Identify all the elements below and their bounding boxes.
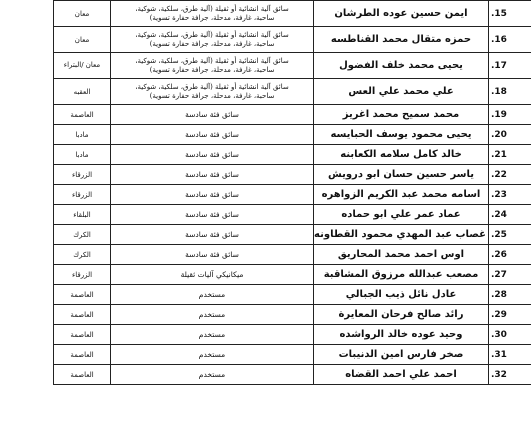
row-number: .16 <box>489 27 531 53</box>
row-number: .22 <box>489 165 531 185</box>
table-row <box>54 1 531 27</box>
governorate: العاصمة <box>54 105 111 125</box>
person-name: احمد علي احمد القضاه <box>314 365 489 385</box>
person-name: علي محمد علي العس <box>314 79 489 105</box>
row-number: .26 <box>489 245 531 265</box>
table-row <box>54 345 531 365</box>
person-name: مصعب عبدالله مرزوق المشاقبة <box>314 265 489 285</box>
governorate: مادبا <box>54 125 111 145</box>
job-title: ميكانيكي آليات ثقيلة <box>111 265 314 285</box>
governorate: العاصمة <box>54 305 111 325</box>
person-name: يحيى محمد خلف الفضول <box>314 53 489 79</box>
row-number: .23 <box>489 185 531 205</box>
row-number: .21 <box>489 145 531 165</box>
row-number: .20 <box>489 125 531 145</box>
job-title: مستخدم <box>111 325 314 345</box>
table-row <box>54 305 531 325</box>
job-title: سائق فئة سادسة <box>111 185 314 205</box>
governorate: معان /البتراء <box>54 53 111 79</box>
governorate: العاصمة <box>54 345 111 365</box>
governorate: مادبا <box>54 145 111 165</box>
governorate: الكرك <box>54 225 111 245</box>
row-number: .15 <box>489 1 531 27</box>
person-name: صخر فارس امين الدنيبات <box>314 345 489 365</box>
row-number: .17 <box>489 53 531 79</box>
person-name: ايمن حسين عوده الطرشان <box>314 1 489 27</box>
governorate: العاصمة <box>54 365 111 385</box>
governorate: الكرك <box>54 245 111 265</box>
table-row <box>54 27 531 53</box>
governorate: الزرقاء <box>54 265 111 285</box>
person-name: عماد عمر علي ابو حماده <box>314 205 489 225</box>
person-name: عادل نائل ذيب الجبالي <box>314 285 489 305</box>
row-number: .24 <box>489 205 531 225</box>
job-title: سائق فئة سادسة <box>111 205 314 225</box>
table-row <box>54 225 531 245</box>
governorate: الزرقاء <box>54 165 111 185</box>
job-title: مستخدم <box>111 285 314 305</box>
row-number: .28 <box>489 285 531 305</box>
job-title: سائق آلية انشائية أو ثقيلة (آلية طرق، سلكية، شوكية، ساحبة، غارفة، مدحلة، جرافة حفارة تسوية) <box>111 1 314 27</box>
job-title: مستخدم <box>111 365 314 385</box>
job-title: سائق آلية انشائية أو ثقيلة (آلية طرق، سلكية، شوكية، ساحبة، غارفة، مدحلة، جرافة حفارة تسوية) <box>111 79 314 105</box>
governorate: معان <box>54 27 111 53</box>
person-name: ياسر حسين حسان ابو درويش <box>314 165 489 185</box>
person-name: وحيد عوده خالد الرواشده <box>314 325 489 345</box>
row-number: .29 <box>489 305 531 325</box>
row-number: .25 <box>489 225 531 245</box>
person-name: محمد سميح محمد اغريز <box>314 105 489 125</box>
table-row <box>54 205 531 225</box>
job-title: سائق آلية انشائية أو ثقيلة (آلية طرق، سلكية، شوكية، ساحبة، غارفة، مدحلة، جرافة حفارة تسوية) <box>111 27 314 53</box>
person-name: خالد كامل سلامه الكعابنه <box>314 145 489 165</box>
table-row <box>54 145 531 165</box>
table-row <box>54 245 531 265</box>
governorate: العاصمة <box>54 325 111 345</box>
table-row <box>54 79 531 105</box>
person-name: غصاب عبد المهدي محمود القطاونه <box>314 225 489 245</box>
person-name: اسامه محمد عبد الكريم الزواهره <box>314 185 489 205</box>
row-number: .30 <box>489 325 531 345</box>
governorate: البلقاء <box>54 205 111 225</box>
row-number: .19 <box>489 105 531 125</box>
person-name: حمزه متقال محمد القناطسه <box>314 27 489 53</box>
table-row <box>54 105 531 125</box>
governorate: العاصمة <box>54 285 111 305</box>
table-row <box>54 285 531 305</box>
job-title: سائق فئة سادسة <box>111 145 314 165</box>
row-number: .27 <box>489 265 531 285</box>
row-number: .18 <box>489 79 531 105</box>
table-row <box>54 125 531 145</box>
governorate: الزرقاء <box>54 185 111 205</box>
job-title: سائق فئة سادسة <box>111 165 314 185</box>
table-row <box>54 53 531 79</box>
job-title: سائق فئة سادسة <box>111 125 314 145</box>
table-row <box>54 325 531 345</box>
table-row <box>54 365 531 385</box>
table-row <box>54 265 531 285</box>
row-number: .32 <box>489 365 531 385</box>
governorate: العقبه <box>54 79 111 105</box>
table-row <box>54 165 531 185</box>
table-row <box>54 185 531 205</box>
job-title: سائق فئة سادسة <box>111 105 314 125</box>
names-table <box>53 0 531 385</box>
person-name: رائد صالح فرحان المعايرة <box>314 305 489 325</box>
row-number: .31 <box>489 345 531 365</box>
job-title: مستخدم <box>111 305 314 325</box>
job-title: سائق فئة سادسة <box>111 225 314 245</box>
job-title: سائق فئة سادسة <box>111 245 314 265</box>
job-title: سائق آلية انشائية أو ثقيلة (آلية طرق، سلكية، شوكية، ساحبة، غارفة، مدحلة، جرافة حفارة تسوية) <box>111 53 314 79</box>
governorate: معان <box>54 1 111 27</box>
person-name: يحيى محمود يوسف الحبايسه <box>314 125 489 145</box>
job-title: مستخدم <box>111 345 314 365</box>
person-name: اوس احمد محمد المحاريق <box>314 245 489 265</box>
